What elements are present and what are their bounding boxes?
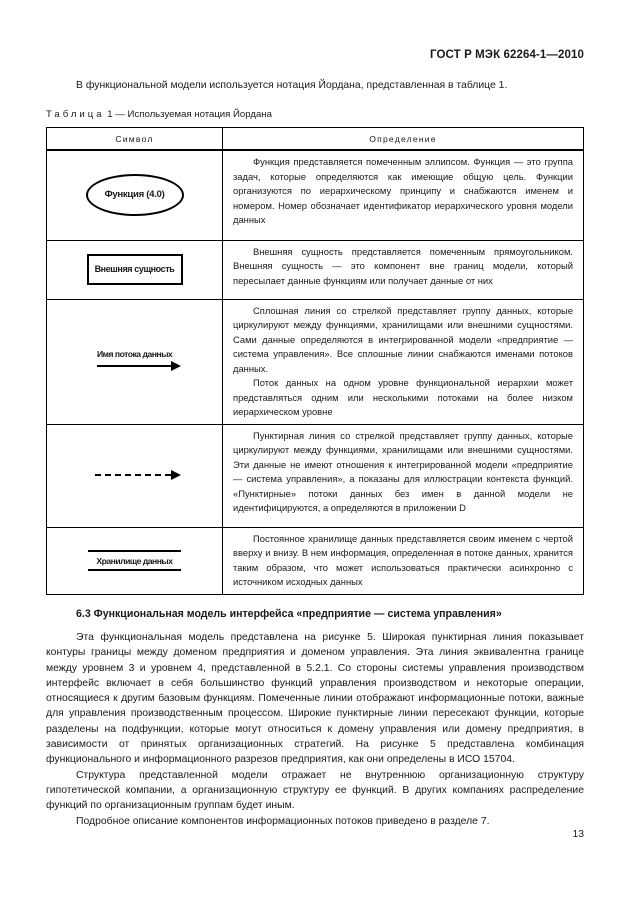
table-row [47, 150, 584, 240]
notation-table [46, 127, 584, 595]
definition-text: Постоянное хранилище данных представляется своим именем с чертой вверху и внизу. В нем информация, определенная в потоке данных, хранится таким образом, что может использоваться практически асинхронно с источником исходных данных [233, 532, 573, 587]
solid-arrow-icon [47, 359, 222, 373]
symbol-cell [47, 150, 223, 240]
definition-text: Функция представляется помеченным эллипсом. Функция — это группа задач, которые определяются как имеющие общую цель. Функции организуются по иерархическому принципу и снабжаются именем и номером. Номер обозначает идентификатор иерархического уровня модели данных [233, 156, 573, 225]
table-row [47, 424, 584, 527]
data-store-symbol [88, 550, 180, 571]
definition-cell [223, 424, 584, 527]
definition-cell [223, 527, 584, 594]
col-symbol-header: Символ [47, 128, 223, 151]
definition-cell [223, 299, 584, 424]
data-store-label: Хранилище данных [96, 556, 173, 566]
page-number: 13 [572, 829, 584, 840]
symbol-cell [47, 240, 223, 299]
col-definition-header: Определение [223, 128, 584, 151]
table-caption-label: Таблица [46, 109, 105, 120]
symbol-cell [47, 527, 223, 594]
body-text [46, 630, 584, 829]
table-caption-title: 1 — Используемая нотация Йордана [107, 109, 272, 120]
paragraph: Подробное описание компонентов информационных потоков приведено в разделе 7. [76, 815, 490, 827]
table-header-row [47, 128, 584, 151]
document-id: ГОСТ Р МЭК 62264-1—2010 [430, 49, 584, 61]
section-heading: 6.3 Функциональная модель интерфейса «предприятие — система управления» [76, 608, 502, 620]
definition-text: Внешняя сущность представляется помеченным прямоугольником. Внешняя сущность — это компонент вне границ модели, который пересылает данные функциям или получает данные от них [233, 245, 573, 286]
data-flow-label: Имя потока данных [97, 348, 173, 359]
definition-cell [223, 150, 584, 240]
definition-text: Пунктирная линия со стрелкой представляет группу данных, которые циркулируют между функциями, хранилищами или внешними сущностями. Эти данные не имеют отношения к интегрированной модели «предприятие — система управления», а показаны для иллюстрации контекста функций. «Пунктирные» потоки данных без имен в данной модели не идентифицируются, а определяются в приложении D [233, 429, 573, 513]
paragraph: Структура представленной модели отражает не внутреннюю организационную структуру гипотетической компании, а организационную структуру ее функций. В других компаниях распределение функций по организационным группам будет иным. [46, 769, 584, 812]
table-caption [46, 109, 272, 120]
intro-text: В функциональной модели используется нотация Йордана, представленная в таблице 1. [76, 80, 508, 91]
table-row [47, 299, 584, 424]
external-entity-rect-symbol: Внешняя сущность [87, 254, 183, 285]
paragraph: Эта функциональная модель представлена на рисунке 5. Широкая пунктирная линия показывает контуры границы между доменом предприятия и доменом управления. Эта линия эквивалентна границе между уровнем 3 и уровнем 4, представленной в 5.2.1. Со стороны системы управления производством интерфейс включает в себя большинство функций управления производством и некоторые операции, относящиеся к другим базовым функциям. Помеченные линии отображают информационные потоки, важные для управления производственным процессом. Широкие пунктирные линии пересекают функции, которые разделены на подфункции, которые могут относиться к домену управления или домену предприятия, в зависимости от принятых организационных стратегий. На рисунке 5 представлена комбинация функционального и информационного разрезов предприятия, как они определены в ИСО 15704. [46, 632, 584, 766]
function-ellipse-symbol: Функция (4.0) [86, 174, 184, 216]
table-row [47, 527, 584, 594]
definition-cell [223, 240, 584, 299]
definition-text: Сплошная линия со стрелкой представляет группу данных, которые циркулируют между функциями, хранилищами или внешними сущностями. Сами данные определяются в интегрированной модели «предприятие — система управления». Все сплошные линии снабжаются именами потоков данных. [233, 304, 573, 374]
symbol-cell [47, 424, 223, 527]
definition-text: Поток данных на одном уровне функциональной иерархии может представляться одним или несколькими потоками на более низком иерархическом уровне [233, 377, 573, 417]
table-row [47, 240, 584, 299]
dashed-arrow-icon [47, 468, 222, 482]
symbol-cell [47, 299, 223, 424]
